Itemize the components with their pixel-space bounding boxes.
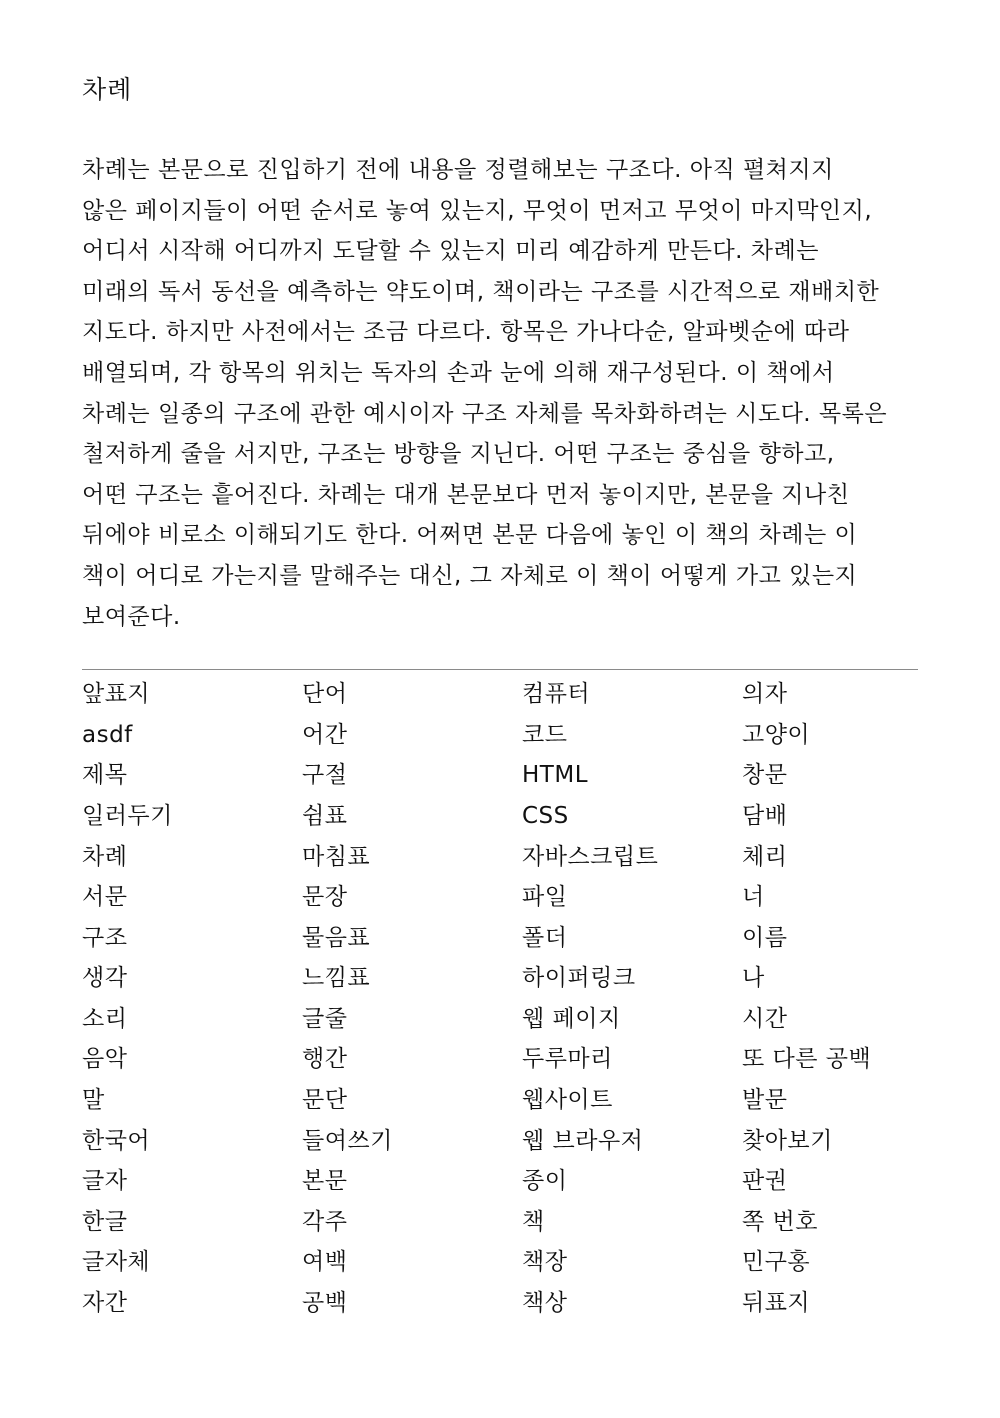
toc-item: 문장 bbox=[302, 884, 348, 911]
toc-item: 글줄 bbox=[302, 1005, 348, 1032]
toc-item: 차례 bbox=[82, 843, 128, 870]
intro-paragraph: 차례는 본문으로 진입하기 전에 내용을 정렬해보는 구조다. 아직 펼쳐지지 않은 페이지들이 어떤 순서로 놓여 있는지, 무엇이 먼저고 무엇이 마지막인지, 어디서 시작해 어디까지 도달할 수 있는지 미리 예감하게 만든다. 차례는 미래의 독서 동선을 예측하는 약도이며, 책이라는 구조를 시간적으로 재배치한 지도다. 하지만 사전에서는 조금 다르다. 항목은 가나다순, 알파벳순에 따라 배열되며, 각 항목의 위치는 독자의 손과 눈에 의해 재구성된다. 이 책에서 차례는 일종의 구조에 관한 예시이자 구조 자체를 목차화하려는 시도다. 목록은 철저하게 줄을 서지만, 구조는 방향을 지닌다. 어떤 구조는 중심을 향하고, 어떤 구조는 흩어진다. 차례는 대개 본문보다 먼저 놓이지만, 본문을 지나친 뒤에야 비로소 이해되기도 한다. 어쩌면 본문 다음에 놓인 이 책의 차례는 이 책이 어디로 가는지를 말해주는 대신, 그 자체로 이 책이 어떻게 가고 있는지 보여준다. bbox=[82, 157, 888, 630]
toc-item: 뒤표지 bbox=[742, 1290, 811, 1317]
toc-item: 구조 bbox=[82, 924, 128, 951]
toc-item: 서문 bbox=[82, 884, 128, 911]
toc-item: 공백 bbox=[302, 1290, 348, 1317]
toc-item: 담배 bbox=[742, 802, 788, 829]
toc-item: 발문 bbox=[742, 1087, 788, 1114]
toc-item: 웹 브라우저 bbox=[522, 1127, 644, 1154]
toc-item: 폴더 bbox=[522, 924, 568, 951]
toc-item: 자간 bbox=[82, 1290, 128, 1317]
toc-item: 컴퓨터 bbox=[522, 681, 591, 708]
toc-item: 체리 bbox=[742, 843, 788, 870]
toc-item: 종이 bbox=[522, 1168, 568, 1195]
toc-item: 들여쓰기 bbox=[302, 1127, 393, 1154]
toc-item: 단어 bbox=[302, 681, 348, 708]
toc-item: 창문 bbox=[742, 762, 788, 789]
toc-item: 마침표 bbox=[302, 843, 371, 870]
toc-item: 나 bbox=[742, 965, 765, 992]
toc-item: 구절 bbox=[302, 762, 348, 789]
toc-item: 행간 bbox=[302, 1046, 348, 1073]
toc-item: 판권 bbox=[742, 1168, 788, 1195]
toc-item: 일러두기 bbox=[82, 802, 173, 829]
toc-item: 물음표 bbox=[302, 924, 371, 951]
toc-item: 책장 bbox=[522, 1249, 568, 1276]
toc-item: HTML bbox=[522, 762, 589, 789]
toc-item: CSS bbox=[522, 802, 569, 829]
toc-item: 문단 bbox=[302, 1087, 348, 1114]
section-divider bbox=[82, 669, 918, 670]
toc-grid bbox=[82, 674, 922, 1324]
toc-item: 웹 페이지 bbox=[522, 1005, 621, 1032]
toc-item: 이름 bbox=[742, 924, 788, 951]
toc-item: 느낌표 bbox=[302, 965, 371, 992]
toc-item: 여백 bbox=[302, 1249, 348, 1276]
toc-item: 찾아보기 bbox=[742, 1127, 833, 1154]
toc-item: 또 다른 공백 bbox=[742, 1046, 872, 1073]
toc-item: 쉼표 bbox=[302, 802, 348, 829]
toc-item: 각주 bbox=[302, 1208, 348, 1235]
page-title: 차례 bbox=[82, 75, 133, 104]
toc-item: 웹사이트 bbox=[522, 1087, 613, 1114]
toc-item: 쪽 번호 bbox=[742, 1208, 818, 1235]
toc-item: 제목 bbox=[82, 762, 128, 789]
toc-item: 말 bbox=[82, 1087, 105, 1114]
toc-item: 생각 bbox=[82, 965, 128, 992]
toc-item: 한글 bbox=[82, 1208, 128, 1235]
toc-item: 두루마리 bbox=[522, 1046, 613, 1073]
toc-item: 고양이 bbox=[742, 721, 811, 748]
toc-item: 소리 bbox=[82, 1005, 128, 1032]
toc-item: 본문 bbox=[302, 1168, 348, 1195]
toc-item: asdf bbox=[82, 721, 133, 748]
toc-item: 파일 bbox=[522, 884, 568, 911]
toc-item: 의자 bbox=[742, 681, 788, 708]
toc-item: 글자체 bbox=[82, 1249, 151, 1276]
toc-item: 앞표지 bbox=[82, 681, 151, 708]
toc-item: 음악 bbox=[82, 1046, 128, 1073]
toc-item: 한국어 bbox=[82, 1127, 151, 1154]
toc-item: 자바스크립트 bbox=[522, 843, 659, 870]
toc-item: 코드 bbox=[522, 721, 568, 748]
toc-item: 시간 bbox=[742, 1005, 788, 1032]
toc-item: 글자 bbox=[82, 1168, 128, 1195]
toc-item: 책 bbox=[522, 1208, 545, 1235]
toc-item: 민구홍 bbox=[742, 1249, 811, 1276]
toc-item: 하이퍼링크 bbox=[522, 965, 636, 992]
toc-item: 책상 bbox=[522, 1290, 568, 1317]
toc-item: 어간 bbox=[302, 721, 348, 748]
document-page bbox=[82, 70, 922, 1324]
toc-item: 너 bbox=[742, 884, 765, 911]
